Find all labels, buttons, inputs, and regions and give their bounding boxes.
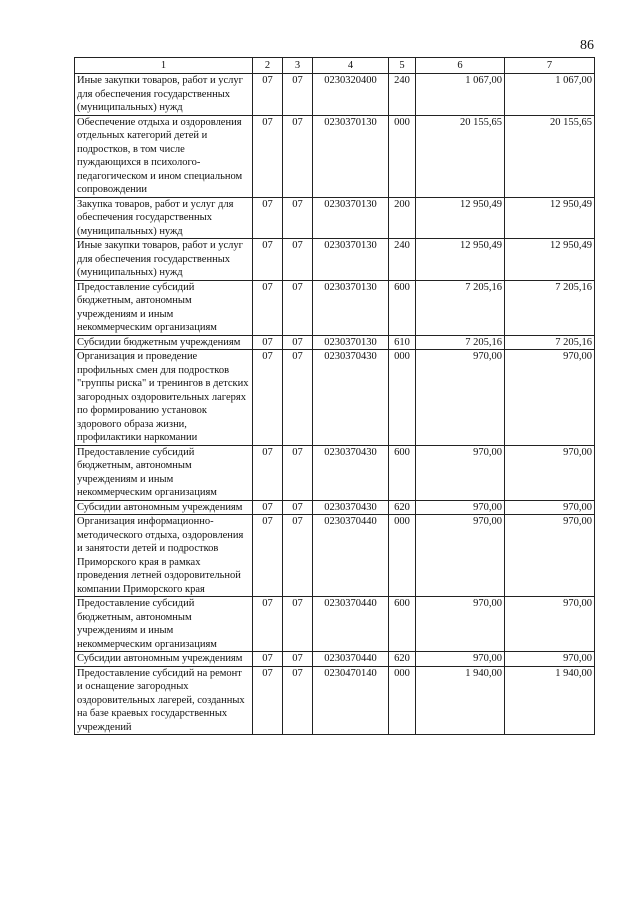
table-row — [75, 280, 595, 335]
table-row — [75, 115, 595, 197]
table-row — [75, 335, 595, 350]
row-amount-col7: 1 067,00 — [505, 74, 595, 116]
column-header-6: 6 — [416, 58, 505, 74]
row-name: Субсидии автономным учреждениям — [75, 652, 253, 667]
row-target-code: 0230370430 — [313, 350, 389, 446]
column-header-2: 2 — [253, 58, 283, 74]
row-amount-col6: 1 940,00 — [416, 666, 505, 735]
row-target-code: 0230370440 — [313, 597, 389, 652]
row-expense-type: 600 — [389, 445, 416, 500]
row-expense-type: 240 — [389, 239, 416, 281]
row-section: 07 — [253, 515, 283, 597]
row-subsection: 07 — [283, 350, 313, 446]
row-section: 07 — [253, 197, 283, 239]
column-header-4: 4 — [313, 58, 389, 74]
row-subsection: 07 — [283, 666, 313, 735]
row-name: Иные закупки товаров, работ и услуг для обеспечения государственных (муниципальных) нужд — [75, 239, 253, 281]
row-name: Предоставление субсидий бюджетным, автономным учреждениям и иным некоммерческим организациям — [75, 280, 253, 335]
row-target-code: 0230370130 — [313, 197, 389, 239]
row-amount-col7: 7 205,16 — [505, 335, 595, 350]
row-name: Организация и проведение профильных смен для подростков "группы риска" и тренингов в детских загородных оздоровительных лагерях по формированию установок здорового образа жизни, профилактики наркомании — [75, 350, 253, 446]
row-expense-type: 620 — [389, 652, 416, 667]
row-section: 07 — [253, 666, 283, 735]
header-row — [75, 58, 595, 74]
row-amount-col7: 7 205,16 — [505, 280, 595, 335]
row-amount-col6: 12 950,49 — [416, 239, 505, 281]
column-header-5: 5 — [389, 58, 416, 74]
row-expense-type: 200 — [389, 197, 416, 239]
row-expense-type: 000 — [389, 515, 416, 597]
row-section: 07 — [253, 350, 283, 446]
table-row — [75, 652, 595, 667]
row-amount-col7: 1 940,00 — [505, 666, 595, 735]
row-subsection: 07 — [283, 597, 313, 652]
column-header-1: 1 — [75, 58, 253, 74]
row-amount-col6: 12 950,49 — [416, 197, 505, 239]
row-subsection: 07 — [283, 652, 313, 667]
row-subsection: 07 — [283, 335, 313, 350]
row-subsection: 07 — [283, 115, 313, 197]
row-section: 07 — [253, 239, 283, 281]
row-amount-col7: 970,00 — [505, 515, 595, 597]
row-subsection: 07 — [283, 500, 313, 515]
row-section: 07 — [253, 597, 283, 652]
row-expense-type: 600 — [389, 597, 416, 652]
table-row — [75, 445, 595, 500]
table-row — [75, 350, 595, 446]
row-expense-type: 620 — [389, 500, 416, 515]
table-row — [75, 197, 595, 239]
row-amount-col7: 970,00 — [505, 350, 595, 446]
row-amount-col6: 970,00 — [416, 445, 505, 500]
row-section: 07 — [253, 115, 283, 197]
row-amount-col7: 970,00 — [505, 597, 595, 652]
row-name: Закупка товаров, работ и услуг для обеспечения государственных (муниципальных) нужд — [75, 197, 253, 239]
row-amount-col6: 970,00 — [416, 515, 505, 597]
row-amount-col7: 12 950,49 — [505, 239, 595, 281]
row-target-code: 0230370430 — [313, 500, 389, 515]
row-amount-col6: 20 155,65 — [416, 115, 505, 197]
table-row — [75, 515, 595, 597]
row-target-code: 0230370440 — [313, 652, 389, 667]
row-target-code: 0230470140 — [313, 666, 389, 735]
row-amount-col7: 12 950,49 — [505, 197, 595, 239]
row-subsection: 07 — [283, 74, 313, 116]
budget-table — [74, 57, 595, 735]
row-target-code: 0230370130 — [313, 335, 389, 350]
row-name: Предоставление субсидий бюджетным, автономным учреждениям и иным некоммерческим организациям — [75, 597, 253, 652]
row-section: 07 — [253, 280, 283, 335]
row-subsection: 07 — [283, 280, 313, 335]
row-subsection: 07 — [283, 239, 313, 281]
row-expense-type: 600 — [389, 280, 416, 335]
row-name: Предоставление субсидий бюджетным, автономным учреждениям и иным некоммерческим организациям — [75, 445, 253, 500]
row-amount-col7: 970,00 — [505, 445, 595, 500]
page-number: 86 — [580, 38, 594, 53]
row-amount-col6: 7 205,16 — [416, 335, 505, 350]
row-target-code: 0230320400 — [313, 74, 389, 116]
table-row — [75, 239, 595, 281]
row-subsection: 07 — [283, 445, 313, 500]
row-amount-col7: 20 155,65 — [505, 115, 595, 197]
row-amount-col7: 970,00 — [505, 652, 595, 667]
row-name: Организация информационно-методического отдыха, оздоровления и занятости детей и подростков Приморского края в рамках проведения летней оздоровительной компании Приморского края — [75, 515, 253, 597]
row-target-code: 0230370440 — [313, 515, 389, 597]
row-amount-col6: 970,00 — [416, 597, 505, 652]
row-expense-type: 240 — [389, 74, 416, 116]
row-subsection: 07 — [283, 197, 313, 239]
row-amount-col6: 970,00 — [416, 652, 505, 667]
table-row — [75, 597, 595, 652]
row-target-code: 0230370130 — [313, 115, 389, 197]
row-amount-col6: 1 067,00 — [416, 74, 505, 116]
row-section: 07 — [253, 652, 283, 667]
table-row — [75, 666, 595, 735]
row-target-code: 0230370130 — [313, 239, 389, 281]
row-section: 07 — [253, 74, 283, 116]
row-section: 07 — [253, 335, 283, 350]
row-name: Предоставление субсидий на ремонт и оснащение загородных оздоровительных лагерей, созданных на базе краевых государственных учреждений — [75, 666, 253, 735]
row-amount-col6: 970,00 — [416, 350, 505, 446]
row-section: 07 — [253, 500, 283, 515]
column-header-7: 7 — [505, 58, 595, 74]
row-target-code: 0230370430 — [313, 445, 389, 500]
row-expense-type: 000 — [389, 350, 416, 446]
row-expense-type: 000 — [389, 115, 416, 197]
row-target-code: 0230370130 — [313, 280, 389, 335]
row-section: 07 — [253, 445, 283, 500]
row-name: Иные закупки товаров, работ и услуг для обеспечения государственных (муниципальных) нужд — [75, 74, 253, 116]
row-expense-type: 610 — [389, 335, 416, 350]
column-header-3: 3 — [283, 58, 313, 74]
table-body — [75, 74, 595, 735]
row-amount-col6: 970,00 — [416, 500, 505, 515]
table-row — [75, 74, 595, 116]
row-subsection: 07 — [283, 515, 313, 597]
row-name: Субсидии автономным учреждениям — [75, 500, 253, 515]
table-row — [75, 500, 595, 515]
row-amount-col6: 7 205,16 — [416, 280, 505, 335]
row-amount-col7: 970,00 — [505, 500, 595, 515]
row-name: Обеспечение отдыха и оздоровления отдельных категорий детей и подростков, в том числе пуждающихся в психолого-педагогическом и ином специальном сопровождении — [75, 115, 253, 197]
row-name: Субсидии бюджетным учреждениям — [75, 335, 253, 350]
row-expense-type: 000 — [389, 666, 416, 735]
